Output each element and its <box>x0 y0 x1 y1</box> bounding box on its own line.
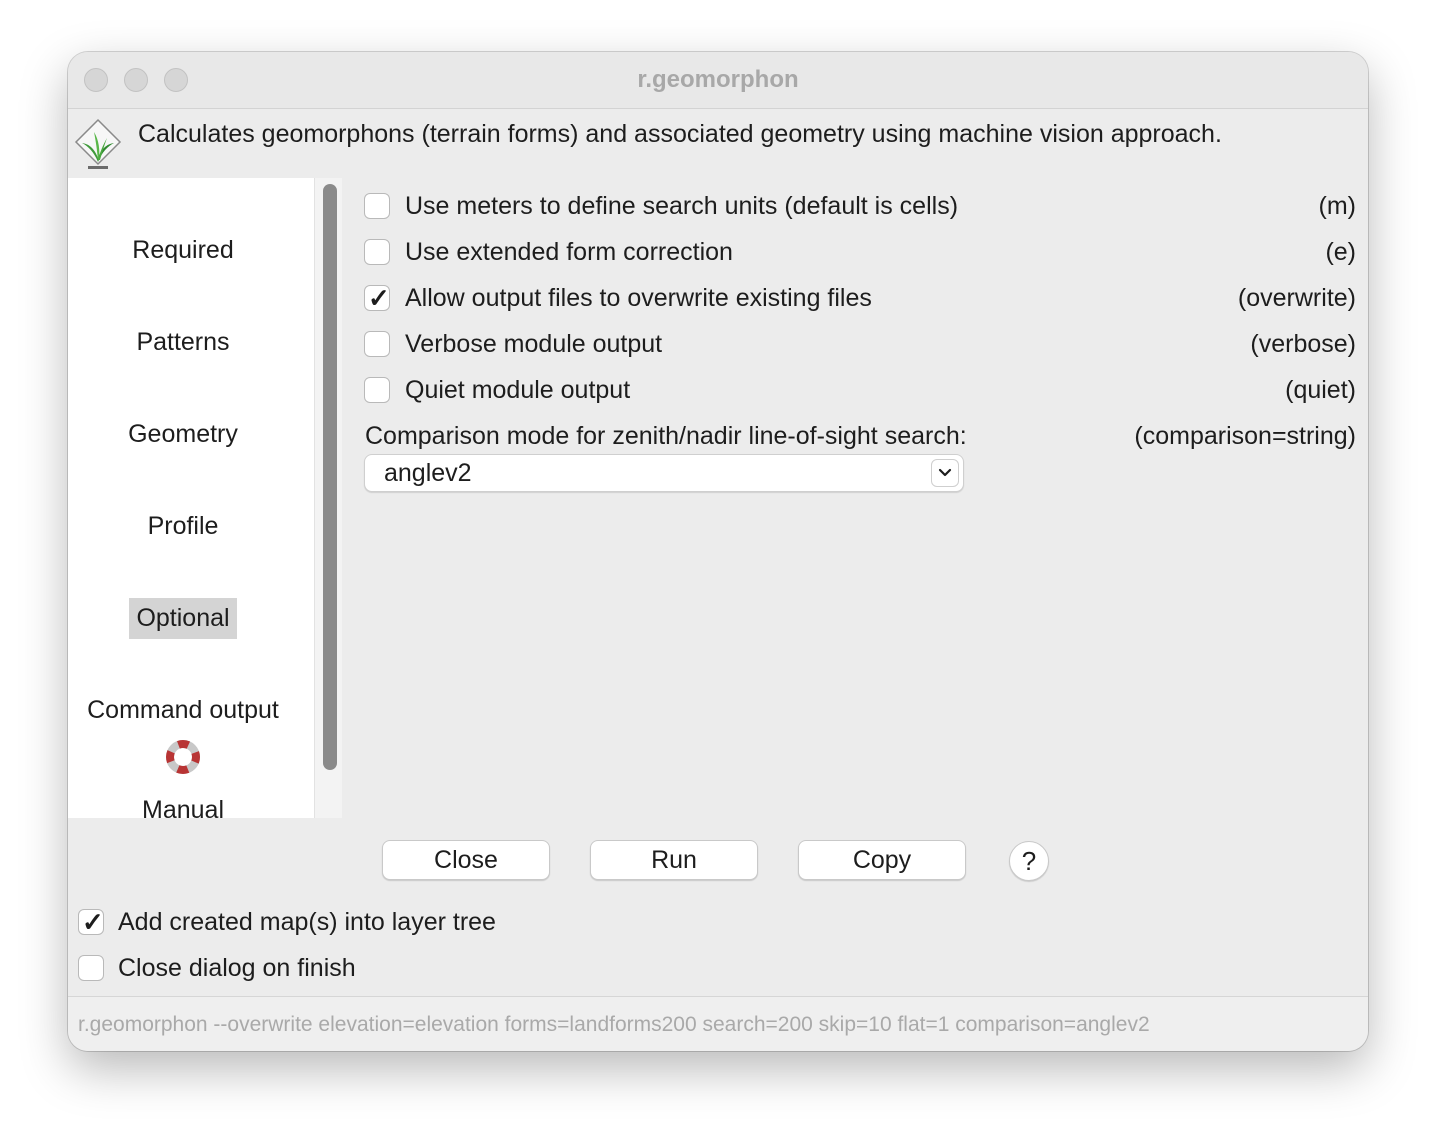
quiet-label[interactable]: Quiet module output <box>405 376 631 404</box>
comparison-label: Comparison mode for zenith/nadir line-of-sight search: <box>365 422 967 450</box>
add-to-layer-tree-label[interactable]: Add created map(s) into layer tree <box>118 908 496 936</box>
comparison-select[interactable] <box>364 454 964 492</box>
sidebar-item-required[interactable]: Required <box>132 236 234 264</box>
module-description: Calculates geomorphons (terrain forms) and associated geometry using machine vision approach. <box>138 120 1222 148</box>
sidebar-scroll-thumb[interactable] <box>323 184 337 770</box>
status-bar <box>68 996 1368 1051</box>
close-button[interactable]: Close <box>382 840 550 880</box>
option-row-close-on-finish <box>78 954 678 986</box>
sidebar-scrollbar[interactable] <box>314 178 342 818</box>
window-title: r.geomorphon <box>637 66 799 93</box>
close-on-finish-label[interactable]: Close dialog on finish <box>118 954 356 982</box>
sidebar-item-manual[interactable]: Manual <box>142 796 224 818</box>
extended-checkbox[interactable] <box>364 239 390 265</box>
copy-button[interactable]: Copy <box>798 840 966 880</box>
verbose-label[interactable]: Verbose module output <box>405 330 663 358</box>
quiet-flag: (quiet) <box>1285 376 1356 404</box>
comparison-select-value: anglev2 <box>384 459 472 487</box>
option-row-extended <box>364 238 1356 270</box>
sidebar-item-patterns[interactable]: Patterns <box>136 328 230 356</box>
comparison-dropdown-button[interactable] <box>931 459 959 487</box>
help-button[interactable]: ? <box>1009 841 1049 881</box>
extended-flag: (e) <box>1325 238 1356 266</box>
verbose-checkbox[interactable] <box>364 331 390 357</box>
meters-label[interactable]: Use meters to define search units (default is cells) <box>405 192 959 220</box>
dialog-window <box>68 52 1368 1051</box>
sidebar-item-optional[interactable]: Optional <box>68 598 298 639</box>
chevron-down-icon <box>938 467 952 479</box>
sidebar-item-profile[interactable]: Profile <box>147 512 219 540</box>
meters-flag: (m) <box>1318 192 1356 220</box>
verbose-flag: (verbose) <box>1250 330 1356 358</box>
overwrite-checkbox[interactable] <box>364 285 390 311</box>
option-row-meters <box>364 192 1356 224</box>
checkmark-icon: ✓ <box>82 907 104 937</box>
sidebar-item-command-output[interactable]: Command output <box>87 696 279 724</box>
quiet-checkbox[interactable] <box>364 377 390 403</box>
overwrite-flag: (overwrite) <box>1237 284 1356 312</box>
option-row-quiet <box>364 376 1356 408</box>
meters-checkbox[interactable] <box>364 193 390 219</box>
sidebar-item-geometry[interactable]: Geometry <box>128 420 238 448</box>
overwrite-label[interactable]: Allow output files to overwrite existing files <box>405 284 872 312</box>
run-button[interactable]: Run <box>590 840 758 880</box>
comparison-flag: (comparison=string) <box>1134 422 1356 450</box>
sidebar <box>68 178 314 818</box>
add-to-layer-tree-checkbox[interactable] <box>78 909 104 935</box>
command-preview: r.geomorphon --overwrite elevation=elevation forms=landforms200 search=200 skip=10 flat=1 comparison=anglev2 <box>78 1013 1150 1036</box>
option-row-add-to-layer-tree <box>78 908 678 940</box>
option-row-verbose <box>364 330 1356 362</box>
lifebuoy-icon[interactable] <box>166 740 200 774</box>
option-row-overwrite <box>364 284 1356 316</box>
close-on-finish-checkbox[interactable] <box>78 955 104 981</box>
checkmark-icon: ✓ <box>368 283 390 313</box>
grass-logo-icon <box>72 116 124 172</box>
extended-label[interactable]: Use extended form correction <box>405 238 733 266</box>
titlebar <box>68 52 1368 109</box>
